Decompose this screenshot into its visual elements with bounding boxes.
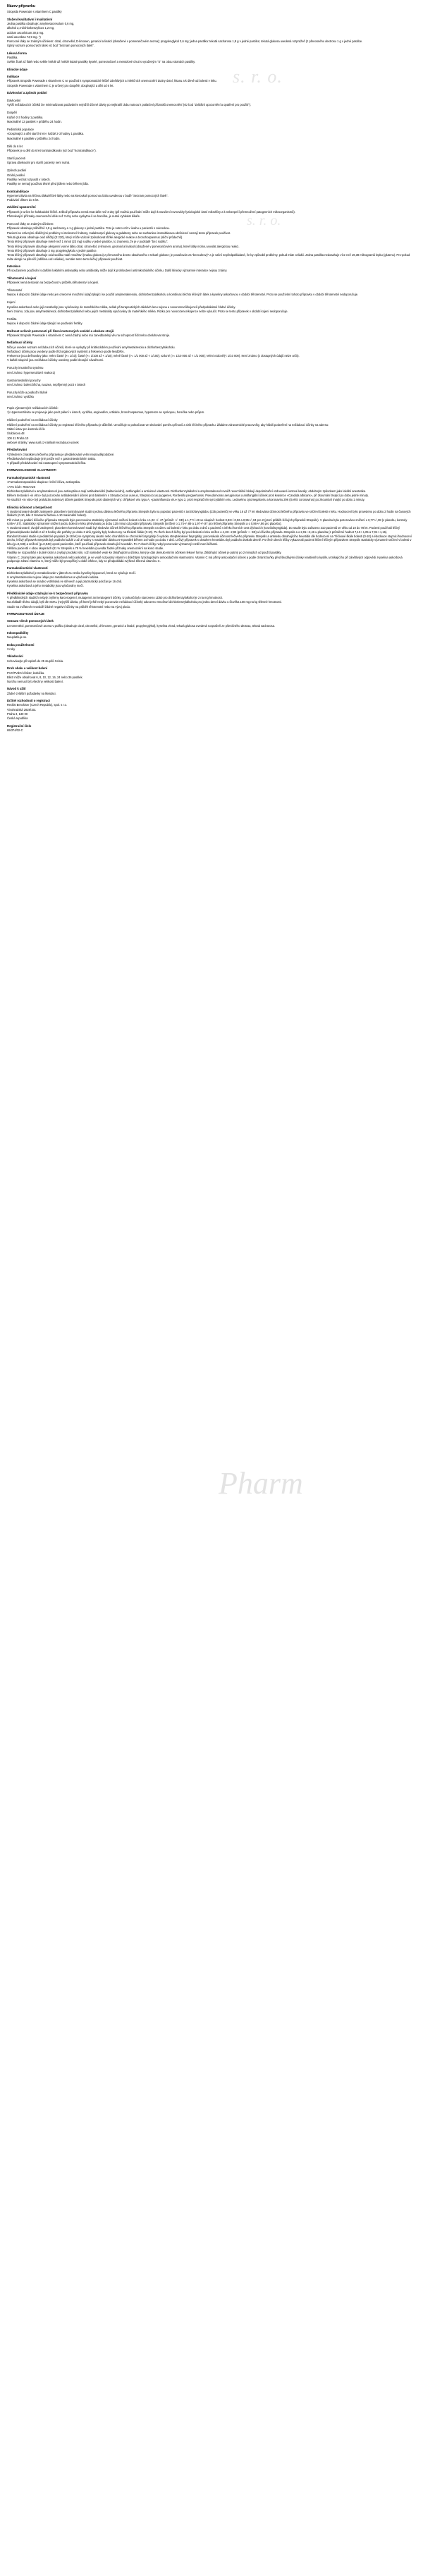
section-heading: Předávkování [7,448,27,452]
section-heading: Inkompatibility [7,631,29,635]
section-paragraph: Tento léčivý přípravek obsahuje méně než 1 mmol (23 mg) sodíku v jedné pastilce, to znamená, že je v podstatě "bez sodíku". [7,240,168,244]
section-heading: Kontraindikace [7,189,30,193]
section-paragraph: Tekutá glukosa obsahuje oxid siřičitý (E 220), který může vzácně způsobovat těžké alergické reakce a bronchospasmus (sliční průduchů). [7,236,183,240]
section-heading: Nežádoucí účinky [7,341,33,345]
section-paragraph: Pomocné látky se známým účinkem: [7,222,54,226]
section-paragraph: Jedna pastilka obsahuje: amylmetacresolum 0,6 mg, [7,21,75,25]
section-paragraph: Pomocné látky se známým účinkem: citral, citronellol, D-limonen, geraniol a linalol (obsažené v pomerančovém aroma); propylenglykol 3,6 mg; jedna pastilka: tekutá sacharosa 1,8 g v jedné pastilce; tekutá glukosa uvedená rozpražeň (z přenosného dextrosu 1 g v jedné pastilce. [7,39,363,44]
section-paragraph: acidum ascorbicum 30,5 mg. [7,30,44,35]
section-paragraph: Česká republika [7,716,28,721]
section-paragraph: Přípravek je určen ke krátkodobé léčbě. Jelikož přípravku nemá trvat déle než 3 dny (při možná používání může dojít k narušení rovnováhy fyziologické ústní mikroflóry a k nebezpečí přemnožení patogenních mikroorganismů). [7,209,295,214]
section-paragraph: 3 roky [7,647,16,652]
section-paragraph: V randomizované dvojitě zaslepené, placebem kontrolované studii s jednou dávkou léčivého přípravku Strepsils byla na populaci pacientů s tonzilofaryngitidou (235 pacientů) ve věku 16 až 77 let sledována účinnost léčivého přípravku ve snížení bolesti v krku. Hodnocení bylo provedeno po dobu 2 hodin na časových škálách (0-10, kde 0 znamená žádnou a 10 maximální bolest). [7,510,411,518]
section-paragraph: Pastilky se nemají používat těsně před jídlem nebo během jídla. [7,182,89,186]
section-paragraph: Děti do 6 let [7,144,23,148]
section-paragraph: U amylmetakresolu nejsou údaje pro metabolismus a vylučování udána. [7,575,99,579]
section-paragraph: Těhotenství [7,288,23,292]
section-paragraph: 69/374/02-C [7,728,23,733]
section-paragraph: PVC/PVdC/Al blistr, krabička. [7,671,45,675]
section-paragraph: Levomenthol, pomerančové aroma v prášku (obsahuje citral, citronellol, d-limonen, geraniol a linalol, propylenglykol), kyselina vinná, tekutá glukosa uvedená rozpražeň ze pšeničného dextrau, tekutá sacharosa. [7,623,276,628]
section-paragraph: Stropsils Powerade s vitamínem C je určený pro dospělé, dospívající a děti od 6 let. [7,83,114,87]
section-paragraph: 1) Hypersenzitivita se projevuje jako pocit pálení v ústech, vyrážka, angioedém, urtikárie, bronchospasmus, hypotenze se synkopou, horečka nebo průjem. [7,410,205,415]
section-heading: Seznam všech pomocných látek [7,619,54,623]
section-heading: Klinické údaje [7,67,27,71]
section-paragraph: Poruchy kůže a podkožní tkáně [7,391,48,395]
section-paragraph: Většina pacientů v obou skupinách (81 % Strepsils a 75 % hexetidinu) uvedla žádné příznaky onemocnění na konci studie. [7,546,164,550]
section-heading: Složení kvalitativní i kvalitativní [7,17,53,21]
section-paragraph: V každé skupině jsou nežádoucí účinky uvedeny podle klesající závažnosti. [7,358,104,362]
section-heading: Návod k užití [7,687,26,691]
sections-container [7,18,416,733]
section-paragraph: Žádné zvláštní požadavky na likvidaci. [7,691,56,695]
section-paragraph: Při současném používání s dalšími lokálními antiseptiky nebo antibiotiky může dojít k prohloubení antimikrobiálního účinku. Další klinicky významné interakce nejsou známy. [7,269,228,273]
product-name: Stropsila Powerade s vitamínem C pastilky [7,10,62,14]
section-heading: Předklinické údaje vztahující se k bezpečnosti přípravku [7,591,88,595]
section-heading: Interakce [7,264,20,268]
spacer-line [7,387,416,390]
section-paragraph: Kyselina askorbová a jeho metabolity jsou vylučovány močí. [7,584,84,588]
section-paragraph: 100 41 Praha 10 [7,436,29,440]
section-heading: Těhotenství a kojení [7,276,37,280]
section-paragraph: Dichlorbenzylalkohol je metabolizován v játrech za vzniku kyseliny hippurové, která se vylučuje močí. [7,570,136,575]
section-paragraph: Úprava dávkování pro starší pacienty není nutná. [7,161,70,165]
section-paragraph: Způsob podání [7,169,27,173]
section-paragraph: Pacienti se vzácnými dědičnými problémy s intolerancí fruktosy, malabsorpcí glukosy a galaktosy nebo se sacharáso-izomaltásovou deficiencí nemají tento přípravek používat. [7,231,231,235]
section-heading: Dávkování a způsob podání [7,91,47,95]
section-paragraph: V předklinických studiích nebyly zvýšeny karcerogenní, mutagenní ani teratogenní účinky. U pokusů bylo stanoveno LD50 pro dichlorbenzylalkohol je 2 na mg hmotnosti. [7,596,223,600]
section-paragraph: Přípravek Stropsils Powerade s vitamínem C nemá žádný nebo má zanedbatelný vliv na schopnost řídit nebo obsluhovat stroje. [7,333,171,337]
section-paragraph: Maximálně 12 pastilek v průběhu 24 hodin. [7,120,62,124]
section-heading: Zvláštní upozornění [7,205,36,209]
section-paragraph: Pět minut po podání léčivého přípravku Strepsils bylo pozorováno statisticky významné snížení bolesti v krku o 1,02 +/- 47 (průměr +/- SD) a 1,77+/-49 ve skupině: hodnot 0,93+/-0,02 a 0,95+/-,04 pro 2 (první průběh léčivých přípravků Strepsils). V placebu byla pozorováno snížení o 0,77+/-,08 (v placebu, kontroly 6,85+/-,57). Statisticky významné snížení pocitu bolesti v krku přetrvávalo po dobu 120 minut od podání přípravku Strepsils (snížení o 1,74+/-,89 a 1,97+/-,97 pro léčivé přípravky Strepsils a o 0,86+/-,86 pro placebo). [7,518,407,526]
spacer-line [7,285,416,288]
section-paragraph: Randomizovaná studie s pediatrické populací (6-18 let) se symptomy akutní nebo chorobilizi se chronické faryngitidy či vysloku streptokokové faryngitidy; porovnávala účinnost léčivého přípravku Strepsils a antisedu obsahujícího hexetidin dle hodnocení na ''léčivové škále bolesti (0-10) a ébodouov stupnici hodnocení dechu, léčivý přípravek Strepsils byl podáván každé 2 až 3 hodiny s maximální dávkou 6-8 pastilek během 24 hodin po dobu 7 dnů. Léčivý přípravek s obsahem hexetidinu byl podáván dvakrát denně. Po třech dnech léčby vykazovali pacienti léčení léčivým přípravkem Strepsils statisticky významné snížení v bolesti v krku (p=0,048) a snížení (p=0,043) oproti pacientům, kteří používali přípravek obsahující hexetidin. Po 7 dnech léčby nebyl pozorován významný rozdíl mezi léčbami. [7,535,412,546]
section-paragraph: Studie na zvířatech neuváděl žádné negativní účinky na průběh těhotenství nebo na vývoj plodu. [7,604,131,609]
section-heading: Registrační číslo [7,724,32,728]
spacer-line [7,141,416,144]
spacer-line [7,400,416,403]
section-paragraph: Přípravek je u dětí do 6 let kontraindikován (viz bod "Kontraindikace"). [7,148,97,152]
section-paragraph: Kyselina askorbová se snadno vstřebává ve střevech a její plazmatický poločas je 16 dnů. [7,580,123,584]
section-paragraph: Ve studiích «in vitro» byl prokázán antivirový účinek pastilek Strepsils proti obalených viry: chřipkové viru typu A, «parainfluenza viru» typu 2, proti respiračním syncytiálním viru. Ledovému cytomegaloviru a koronaviru 296 (SARS coronavirus) po zkoumání trvající po dobu 1 minuty. [7,498,365,502]
spacer-line [7,166,416,169]
section-paragraph: Přetrvávající příznaky onemocnění déle než 3 dny nebo vyskytne-li se horečka, je nutné vyhledat lékaře. [7,214,141,219]
section-paragraph: Neuplatňuje se. [7,635,27,640]
section-heading: Skladování [7,654,23,659]
section-heading: Klinická účinnost a bezpečnost [7,505,52,509]
spacer-line [7,124,416,127]
section-paragraph: Na základě těchto údajů, byli dle SOKL (nejvyšší dávka, při které ještě nebyl pozorován nežádoucí účinek) odvozeno množství dichlorbenzylalkoholu pro jednu denní dávku u člověka 100 mg na kg tělesné hmotnosti. [7,600,282,604]
section-paragraph: V randomizované, dvojitě zaslepené, placebem kontrolované studii byl sledován účinek léčivého přípravku Strepsils na úlevu od bolesti v krku po dobu 3 dnů u pacientů s infekci horních cest dýchacích (tonzilofaryngitida). Do studie bylo zařazeno 310 pacientů ve věku od 18 do 78 let. Pacienti používali léčivý přípravek/placebo každé 2 až 3 hodiny dle potřeby po dobu 3 dnů, typicky byly hodnoceny na třinácté škále (0-10). Po třech dnech léčby byl pocit bolesti v krku snížen o 4,19+-2,92 (průměr +- SD) u léčivého přípravku Strepsils a o 2,91+-2,46 u placeba (z průměrné hodnot 7,13+-1,05 a 7,04+-1,16). [7,526,400,534]
watermark-1: s. r. o. [233,66,283,87]
section-paragraph: Pastilky se rozpouštějí v dutině ústní a zvyšují produkci slin, což následně vede ke zklidňujícímu účinku, který je dán demulcentním účinkem lékové formy. Zklidňující účinek je patrný po 2 minutách od použití pastilky. [7,551,282,555]
section-paragraph: není známo: vyrážka [7,395,34,399]
section-paragraph: Dichlorbenzylalkohol a amylmetakresol jsou antiseptika a mají antibakteriální (bakteriocidní), antifungální a antivirové vlastnosti. Dichlorbenzylalkohol a amylmetakresol rovněž reverzibilně blokují depolarizační vzdouvané iontové kanály; obdobným způsobem jako lokální anestetika. [7,489,367,493]
section-paragraph: Tento léčivý přípravek obsahuje oxid sodíku malé množství (malou glukosu) z přenosného dextro obsahového v tekuté glukose; je považován za "bezcukrový" a je vašní nepředpokládané, že by způsobil problémy, pokud máte celiakii. Jedna pastilka nedosahuje více než 19,38 mikrogramů lepku (glutenu). Pro-pokud máte alergii na pšeničí (odlišnou od celiakie), nemáte tento tento léčivý přípravek používat. [7,253,410,261]
spacer-line [7,415,416,418]
section-paragraph: Šrobárova 48 [7,432,25,436]
section-paragraph: Nejsou k dispozici žádné údaje nebo jen omezené množství údajů týkající se použití amylmetakresolu, dichlorbenzylalkoholu a kombinaci těchto léčivých látek a kyseliny askorbovou v období těhotenství. Proto se používání tohoto přípravku v období těhotenství nedoporučuje. [7,293,359,297]
section-paragraph: Frekvence jsou definovány jako: Velmi časté (>= 1/10); časté (>= 1/100 až < 1/10); méně časté (>= 1/1 000 až < 1/100); vzácné (>= 1/10 000 až < 1/1 000); Velmi vzácné/(< 1/10 000). Není známo (z dostupných údajů nelze určit). [7,354,300,358]
section-paragraph: Není známo, zda jsou amylmetakresol, dichlorbenzylalkohol nebo jejich metabolity vylučovány do mateřského mléka. Riziko pro novorozence/kojence nelze vyloučit. Proto se tento přípravek v období kojení nedoporučuje. [7,309,288,313]
section-paragraph: není známo: bolest břicha, nauzea, nepříjemný pocit v ústech [7,383,86,387]
section-paragraph: Nejsou k dispozici žádné údaje týkající se podávání fertility. [7,322,83,326]
section-paragraph: Dospělí [7,111,17,115]
section-paragraph: Kojení [7,300,16,305]
section-paragraph: «Farmakoterapeutická skupina»: krční léčiva, antiseptika. [7,480,80,484]
section-heading: Druh obalu a velikost balení [7,666,48,671]
section-paragraph: Hlášení podezření na nežádoucí účinky po registraci léčivého přípravku je důležité. Umožňuje to pokračovat ve sledování poměru přínosů a rizik léčivého přípravku. Žádáme zdravotnické pracovníky, aby hlásili podezření na nežádoucí účinky na adresu: [7,422,329,427]
watermark-3: Pharm [219,1466,303,1501]
section-paragraph: Kyselina askorbová nebo její metabolity jsou vylučovány do mateřského mléka, avšak při terapeutických dávkách lenu nejsou u novorozenců/kojenců předpokládané žádné účinky. [7,305,236,309]
section-paragraph: Pastilka. [7,56,18,60]
spacer-line [7,403,416,405]
section-paragraph: Pastilky nechat rozpustit v ústech. [7,177,51,181]
section-paragraph: Vyšší nežádoucích účinků lze minimalizovat podáváním nejnižší účinné dávky po nejkratší dobu nutnou k potlačení příznaků onemocnění (viz bod "Zvláštní upozornění a opatření pro použití"). [7,103,252,107]
section-paragraph: Gastrointestinální poruchy [7,378,41,382]
section-paragraph: Reckitt Benckiser (Czech Republic), spol. s r.o. [7,703,68,707]
section-paragraph: natrii ascorbas 74,9 mg. *) [7,35,41,39]
spacer-line [7,153,416,156]
section-heading: Indikace [7,75,20,79]
section-paragraph: Pediatrická populace [7,128,35,132]
section-heading: FARMAKOLOGICKÉ VLASTNOSTI [7,468,56,472]
section-paragraph: Vitamin C, známý také jako kyselina askorbová nebo askorbát, je ve vodě rozpustný vitamín s důležitými fyziologickými antioxidačními vlastnostmi. Vitamin C má přímý antioxidační účinek a podle chránit buňky před škodlivými účinky reaktivního kyslíku vznikajícího při zánětlivých odpovědi. Kyselina askorbová podporuje zdraví vitamínu C, který může být prospěšný v době infekce, kdy se předpokládá zvýšená tělesná vitamínu C. [7,555,403,563]
section-paragraph: Poruchy imunitního systému [7,366,44,370]
section-paragraph: Fertilita [7,317,17,321]
section-paragraph: Uchovávejte při teplotě do 25 stupňů Celsia. [7,659,64,663]
spacer-line [7,108,416,111]
section-paragraph: Praha 3, 130 00 [7,712,28,716]
spacer-line [7,219,416,221]
section-paragraph: V případě předávkování má nastoupení symptomatická léčba. [7,461,87,465]
section-paragraph: není známo: hypersenzitivní reakce1) [7,370,56,374]
page-title: Název přípravku [7,4,36,8]
section-paragraph: Hypersenzitivita na léčivou látku/léčivé látky nebo na kteroukoli pomocnou látku uvedenou v bodě "Seznam pomocných látek". [7,193,168,197]
section-paragraph: alkohol 2,4-dichlorbenzylicus 1,2 mg, [7,26,55,30]
section-paragraph: Níže je uveden seznam nežádoucích účinků, které se vyskytly při krátkodobém používání amylmetakresolu a dichlorbenzylalkoholu. [7,345,176,349]
section-paragraph: Blistr může obsahovat 6, 8, 10, 12, 16, 24 nebo 36 pastilek. [7,675,83,679]
section-heading: Farmakokinetické vlastnosti [7,566,48,570]
section-paragraph: Vzhledem k charakteru léčivého přípravku je předávkování velmi nepravděpodobné. [7,452,115,456]
section-paragraph: Orální podání. [7,173,25,177]
section-paragraph: Nežádoucí účinky jsou uvedeny podle tříd orgánových systémů a frekvence podle MedDRA. [7,349,125,353]
section-paragraph: Hlášení podezření na nežádoucí účinky [7,418,58,422]
section-paragraph: Přípravek Stropsils Powerade s vitamínem C se používá k symptomatické léčbě zánětlivých a infekčních onemocnění dutiny ústní, hltanu a k úlevě od bolesti v krku. [7,79,217,83]
section-paragraph: «Dospívající a děti starší 6 let»: každé 2-3 hodiny 1 pastilka. [7,132,84,136]
section-paragraph: Úplný seznam pomocných látek viz bod "Seznam pomocných látek". [7,44,94,48]
section-paragraph: Vinohradská 2828/151 [7,707,36,712]
section-paragraph: Podávání dětem do 6 let. [7,198,39,202]
section-paragraph: Tento léčivý přípravek obsahuje alergenní vonné látky citral, citronellol, d-limonen, geraniol a linalool (obsažené v pomerančovém aroma), které látky mohou vyvolat alergickou reakci. [7,244,240,248]
section-paragraph: Každé 2-3 hodiny 1 pastilka. [7,115,44,119]
section-paragraph: Světle žluté až fialé nebo světle hnědé až hnědé kulaté pastilky kyselé, pomerančové a mentolové chuti s vyraženým "S" na obou stranách pastilky. [7,60,196,64]
section-heading: FARMACEUTICKÉ ÚDAJE [7,612,44,616]
section-paragraph: Starší pacienti [7,156,25,160]
section-heading: Držitel rozhodnutí o registraci [7,699,50,703]
spacer-line [7,95,416,98]
section-paragraph: Státní ústav pro kontrolu léčiv [7,427,45,431]
section-paragraph: Maximálně 6 pastilek v průběhu 24 hodin. [7,136,61,140]
section-heading: Farmakodynamické vlastnosti [7,475,51,480]
watermark-2: s. r. o. [247,213,281,228]
section-paragraph: Tento léčivý přípravek obsahuje 3 mg propylenglykolu v jedné pastilce. [7,249,97,253]
section-paragraph: Na trhu nemusí být všechny velikosti balení. [7,680,63,684]
section-heading: Možnost ovlivnit pozornosti při řízení motorových vozidel a obsluze strojů [7,329,114,333]
spacer-line [7,363,416,366]
section-paragraph: Dávkování [7,99,21,103]
section-paragraph: webové stránky: www.sukl.cz-nahlasit-nezadouci-ucinek [7,440,79,444]
section-paragraph: Popis významných nežádoucích účinků: [7,406,59,410]
section-paragraph: Přípravek obsahuje průběžně 1,8 g sacharosy a 1 g glukosy v jedné pastilce. Toto je nutno vzít v úvahu u pacientů s cukrovkou. [7,226,170,231]
spacer-line [7,298,416,300]
section-paragraph: Předávkování nepůsobuje jiné potíže než v gastrointestinálním traktu. [7,456,97,460]
section-paragraph: Během testování «in vitro» byl pozorován antibakteriální účinek proti bakteriím s Streptococcus aureus, Streptococcus pyogenes, Rordesilla pergaertussis. Pseudomonas aeruginosas a antifungální účinek proti kvasince «Candida albicans», při zkoumání trvající po dobu jedné minuty. [7,494,369,498]
section-heading: Doba použitelnosti [7,642,35,647]
section-paragraph: «ATC kód»: R02AA20 [7,484,35,489]
spacer-line [7,314,416,317]
spacer-line [7,375,416,378]
section-heading: Léková forma [7,51,27,55]
section-paragraph: Přípravek nemá testován na bezpečnost v průběhu těhotenství a kojení. [7,280,99,284]
